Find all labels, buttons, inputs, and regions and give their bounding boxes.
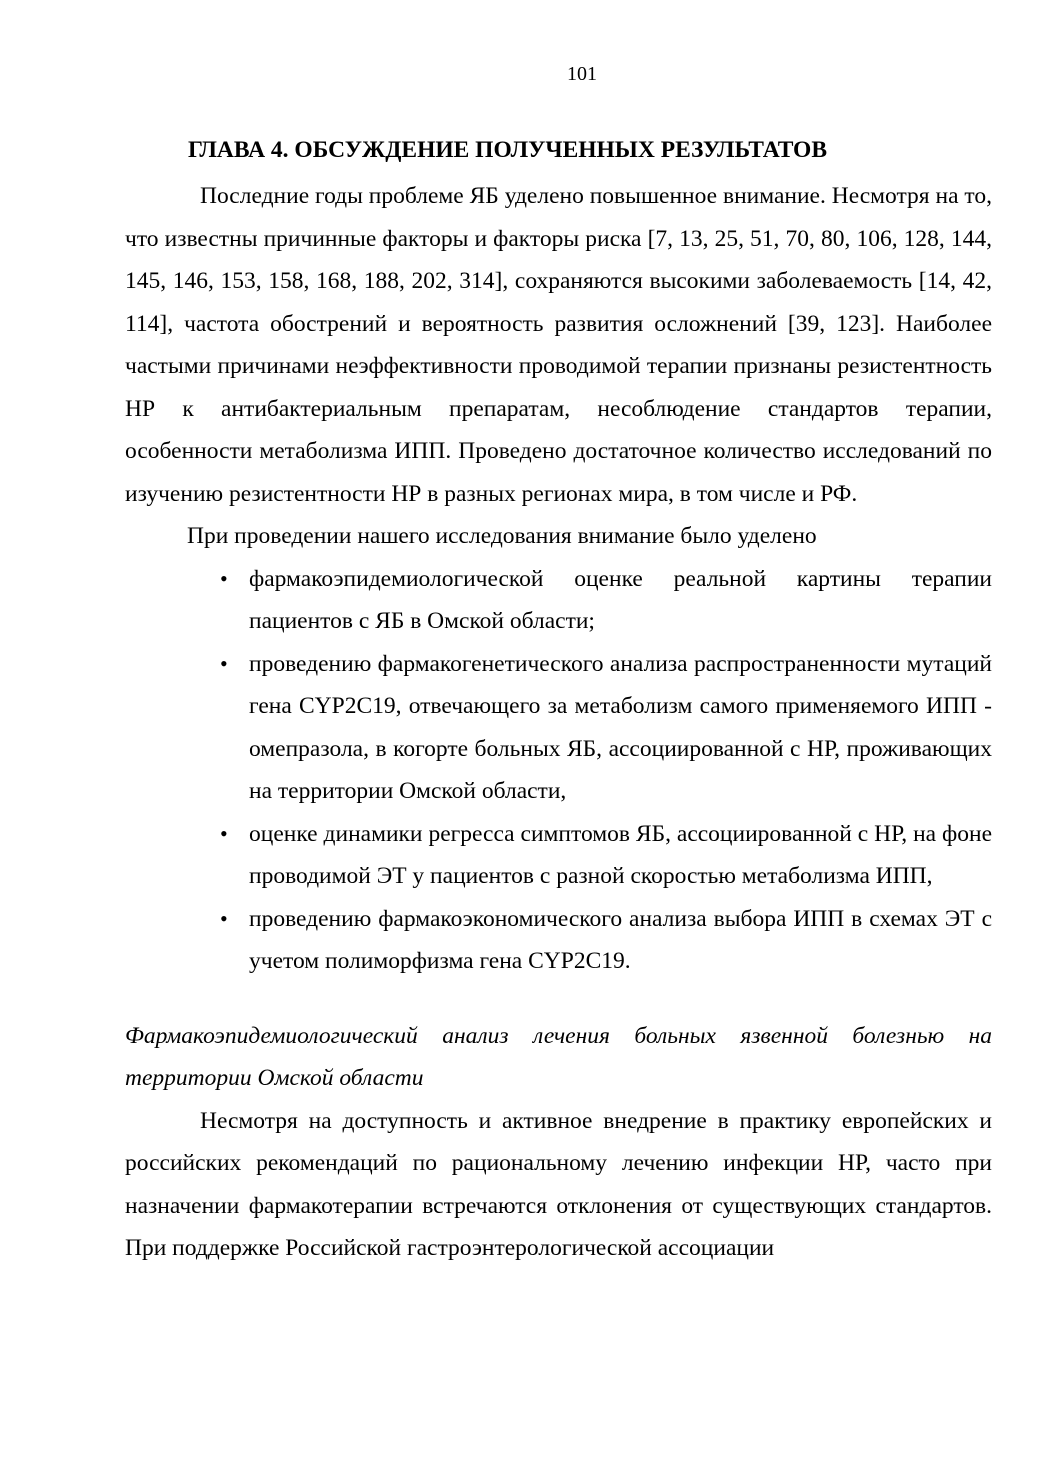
page-number: 101 bbox=[567, 63, 597, 85]
bullet-icon: • bbox=[220, 650, 228, 676]
bullet-icon: • bbox=[220, 565, 228, 591]
list-item-text: проведению фармакоэкономического анализа выбора ИПП в схемах ЭТ с учетом полиморфизма гена CYP2C19. bbox=[249, 905, 992, 974]
chapter-title: ГЛАВА 4. ОБСУЖДЕНИЕ ПОЛУЧЕННЫХ РЕЗУЛЬТАТОВ bbox=[188, 137, 828, 163]
list-item-text: проведению фармакогенетического анализа распространенности мутаций гена CYP2C19, отвечающего за метаболизм самого применяемого ИПП - омепразола, в когорте больных ЯБ, ассоциированной с НР, проживающих на территории Омской области, bbox=[249, 650, 992, 804]
list-item bbox=[125, 898, 992, 983]
list-item bbox=[125, 643, 992, 813]
section-heading: Фармакоэпидемиологический анализ лечения больных язвенной болезнью на территории Омской области bbox=[125, 1022, 992, 1091]
intro-paragraph: Последние годы проблеме ЯБ уделено повышенное внимание. Несмотря на то, что известны причинные факторы и факторы риска [7, 13, 25, 51, 70, 80, 106, 128, 144, 145, 146, 153, 158, 168, 188, 202, 314], сохраняются высокими заболеваемость [14, 42, 114], частота обострений и вероятность развития осложнений [39, 123]. Наиболее частыми причинами неэффективности проводимой терапии признаны резистентность НР к антибактериальным препаратам, несоблюдение стандартов терапии, особенности метаболизма ИПП. Проведено достаточное количество исследований по изучению резистентности НР в разных регионах мира, в том числе и РФ. bbox=[125, 183, 992, 507]
list-item bbox=[125, 813, 992, 898]
list-item bbox=[125, 558, 992, 643]
list-item-text: фармакоэпидемиологической оценке реальной картины терапии пациентов с ЯБ в Омской области; bbox=[249, 565, 992, 634]
section-paragraph: Несмотря на доступность и активное внедрение в практику европейских и российских рекомендаций по рациональному лечению инфекции НР, часто при назначении фармакотерапии встречаются отклонения от существующих стандартов. При поддержке Российской гастроэнтерологической ассоциации bbox=[125, 1107, 992, 1261]
page-content bbox=[125, 133, 992, 1270]
research-focus-list bbox=[125, 558, 992, 983]
list-intro: При проведении нашего исследования внимание было уделено bbox=[187, 523, 817, 549]
bullet-icon: • bbox=[220, 905, 228, 931]
bullet-icon: • bbox=[220, 820, 228, 846]
list-item-text: оценке динамики регресса симптомов ЯБ, ассоциированной с НР, на фоне проводимой ЭТ у пациентов с разной скоростью метаболизма ИПП, bbox=[249, 820, 992, 889]
